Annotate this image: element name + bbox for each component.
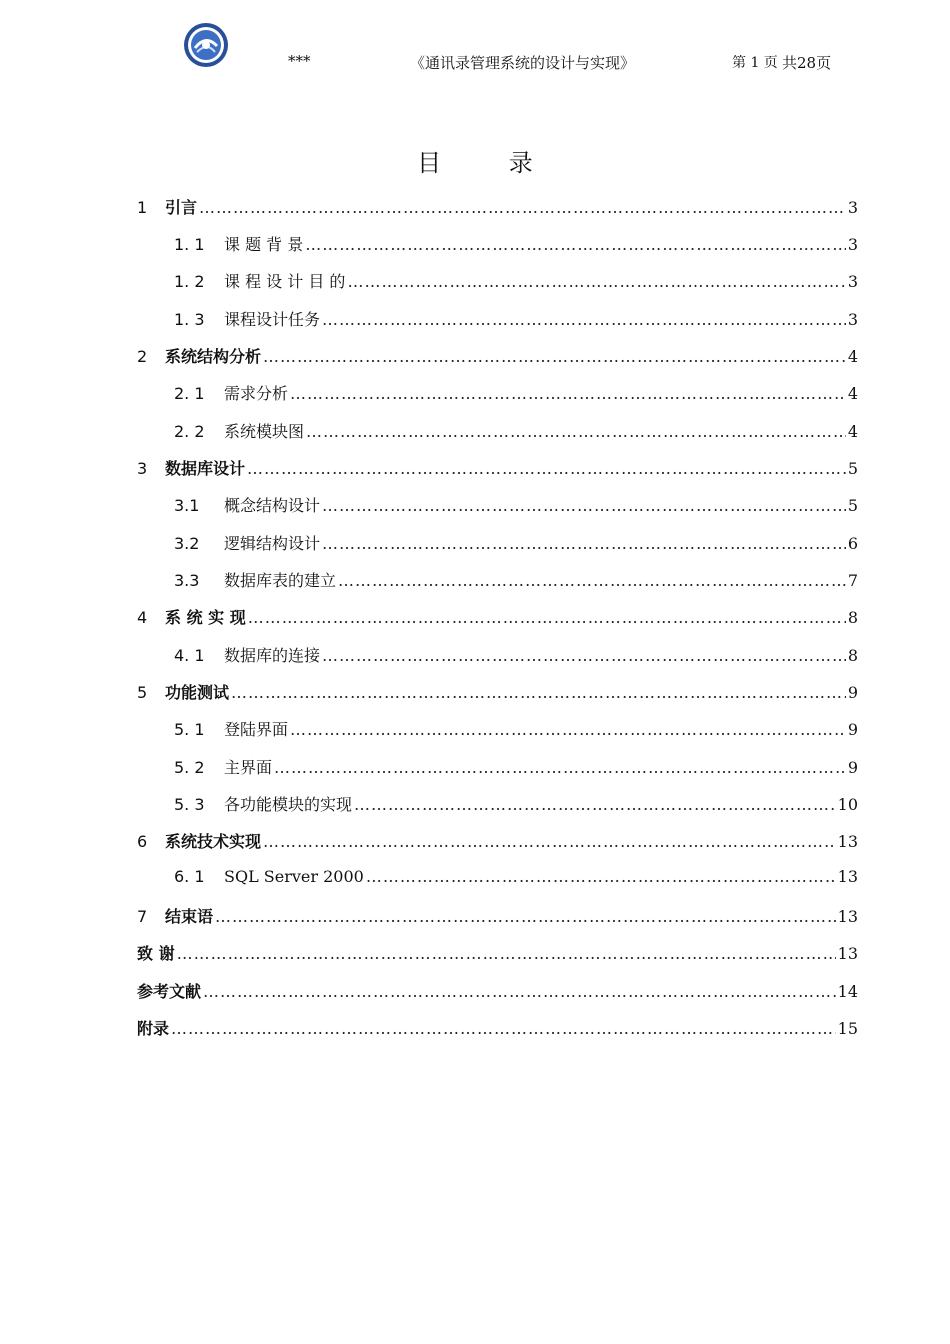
toc-entry (137, 605, 858, 631)
toc-entry-number: 7 (137, 907, 148, 926)
toc-entry-page: 8 (847, 608, 858, 627)
toc-entry-title: 需求分析 (224, 384, 289, 403)
toc-leader-dots (338, 571, 846, 590)
toc-leader-dots (203, 982, 836, 1001)
toc-entry-title: 系统模块图 (224, 422, 305, 441)
toc-entry (137, 941, 858, 967)
toc-entry-title: 引言 (165, 198, 198, 217)
toc-entry (174, 307, 858, 333)
toc-entry-page: 3 (847, 235, 858, 254)
toc-entry-page: 10 (837, 795, 858, 814)
toc-entry (174, 232, 858, 258)
toc-entry-title: 数据库的连接 (224, 646, 321, 665)
toc-entry-page: 6 (847, 534, 858, 553)
toc-entry-title: 主界面 (224, 758, 273, 777)
toc-entry-page: 14 (837, 982, 858, 1001)
toc-entry (137, 979, 858, 1005)
toc-entry-page: 3 (847, 198, 858, 217)
toc-leader-dots (215, 907, 836, 926)
toc-entry (137, 904, 858, 930)
toc-entry (174, 419, 858, 445)
toc-entry-page: 5 (847, 496, 858, 515)
toc-entry-page: 13 (837, 832, 858, 851)
toc-entry-number: 1. 3 (174, 310, 205, 329)
toc-entry-title: 附录 (137, 1019, 170, 1038)
toc-entry (137, 195, 858, 221)
toc-entry-page: 4 (847, 384, 858, 403)
toc-entry (174, 867, 858, 893)
toc-entry (174, 269, 858, 295)
toc-entry-title: 课 程 设 计 目 的 (224, 272, 346, 291)
toc-leader-dots (322, 496, 846, 515)
toc-leader-dots (322, 646, 846, 665)
toc-leader-dots (306, 422, 846, 441)
header-page-number: 第 1 页 (732, 55, 778, 71)
toc-leader-dots (248, 608, 846, 627)
toc-entry-page: 13 (837, 867, 858, 886)
header-author: *** (288, 52, 311, 70)
toc-entry-title: 课 题 背 景 (224, 235, 304, 254)
toc-leader-dots (347, 272, 845, 291)
toc-leader-dots (171, 1019, 836, 1038)
toc-entry-number: 2 (137, 347, 148, 366)
header-total-pages: 共28页 (782, 54, 832, 72)
toc-entry-title: 参考文献 (137, 982, 202, 1001)
toc-entry-number: 2. 2 (174, 422, 205, 441)
toc-entry (174, 531, 858, 557)
toc-entry-number: 3.2 (174, 534, 200, 553)
toc-entry-page: 9 (847, 758, 858, 777)
toc-leader-dots (305, 235, 846, 254)
toc-entry-title: 结束语 (165, 907, 214, 926)
toc-heading: 目 录 (417, 149, 563, 177)
toc-leader-dots (199, 198, 846, 217)
toc-entry-title: 数据库表的建立 (224, 571, 337, 590)
toc-entry-title: 各功能模块的实现 (224, 795, 353, 814)
toc-entry-title: 逻辑结构设计 (224, 534, 321, 553)
toc-leader-dots (247, 459, 846, 478)
toc-entry-number: 6. 1 (174, 867, 205, 886)
toc-leader-dots (354, 795, 836, 814)
toc-entry-title: 系统技术实现 (165, 832, 262, 851)
toc-entry (174, 755, 858, 781)
toc-entry-page: 4 (847, 422, 858, 441)
toc-entry-number: 4 (137, 608, 148, 627)
toc-entry-title: 系 统 实 现 (165, 608, 246, 627)
toc-entry (137, 680, 858, 706)
toc-entry-page: 9 (847, 683, 858, 702)
toc-leader-dots (231, 683, 846, 702)
toc-entry-number: 5. 2 (174, 758, 205, 777)
toc-entry-title: 数据库设计 (165, 459, 246, 478)
toc-entry (174, 643, 858, 669)
toc-entry-title: 概念结构设计 (224, 496, 321, 515)
toc-entry-page: 13 (837, 907, 858, 926)
toc-leader-dots (322, 534, 846, 553)
toc-entry (137, 456, 858, 482)
toc-entry-number: 5 (137, 683, 148, 702)
toc-leader-dots (366, 867, 836, 886)
toc-entry-page: 15 (837, 1019, 858, 1038)
university-logo (183, 22, 229, 68)
toc-leader-dots (263, 347, 846, 366)
toc-entry-number: 3 (137, 459, 148, 478)
toc-entry-page: 13 (837, 944, 858, 963)
header-title: 《通讯录管理系统的设计与实现》 (410, 54, 636, 72)
toc-entry-number: 1 (137, 198, 148, 217)
toc-entry-title: 课程设计任务 (224, 310, 321, 329)
toc-entry-page: 3 (847, 272, 858, 291)
toc-entry (174, 493, 858, 519)
toc-entry-title: 致 谢 (137, 944, 175, 963)
toc-entry-title: SQL Server 2000 (224, 867, 364, 886)
toc-entry (137, 829, 858, 855)
toc-entry (174, 792, 858, 818)
toc-entry-title: 功能测试 (165, 683, 230, 702)
toc-leader-dots (274, 758, 846, 777)
toc-entry (137, 344, 858, 370)
toc-entry (174, 568, 858, 594)
toc-entry-number: 4. 1 (174, 646, 205, 665)
toc-leader-dots (290, 720, 846, 739)
toc-entry-number: 1. 2 (174, 272, 205, 291)
toc-entry-number: 5. 1 (174, 720, 205, 739)
toc-leader-dots (263, 832, 836, 851)
toc-entry (174, 381, 858, 407)
toc-leader-dots (290, 384, 846, 403)
toc-entry-number: 1. 1 (174, 235, 205, 254)
toc-entry-page: 3 (847, 310, 858, 329)
toc-entry-number: 6 (137, 832, 148, 851)
toc-entry-title: 系统结构分析 (165, 347, 262, 366)
toc-entry (137, 1016, 858, 1042)
toc-leader-dots (322, 310, 846, 329)
toc-entry-page: 9 (847, 720, 858, 739)
toc-entry-number: 3.3 (174, 571, 200, 590)
toc-entry-number: 3.1 (174, 496, 200, 515)
toc-entry-number: 2. 1 (174, 384, 205, 403)
toc-entry-page: 4 (847, 347, 858, 366)
toc-leader-dots (177, 944, 836, 963)
toc-entry-number: 5. 3 (174, 795, 205, 814)
toc-entry-title: 登陆界面 (224, 720, 289, 739)
toc-entry-page: 8 (847, 646, 858, 665)
toc-entry (174, 717, 858, 743)
toc-entry-page: 7 (847, 571, 858, 590)
toc-entry-page: 5 (847, 459, 858, 478)
